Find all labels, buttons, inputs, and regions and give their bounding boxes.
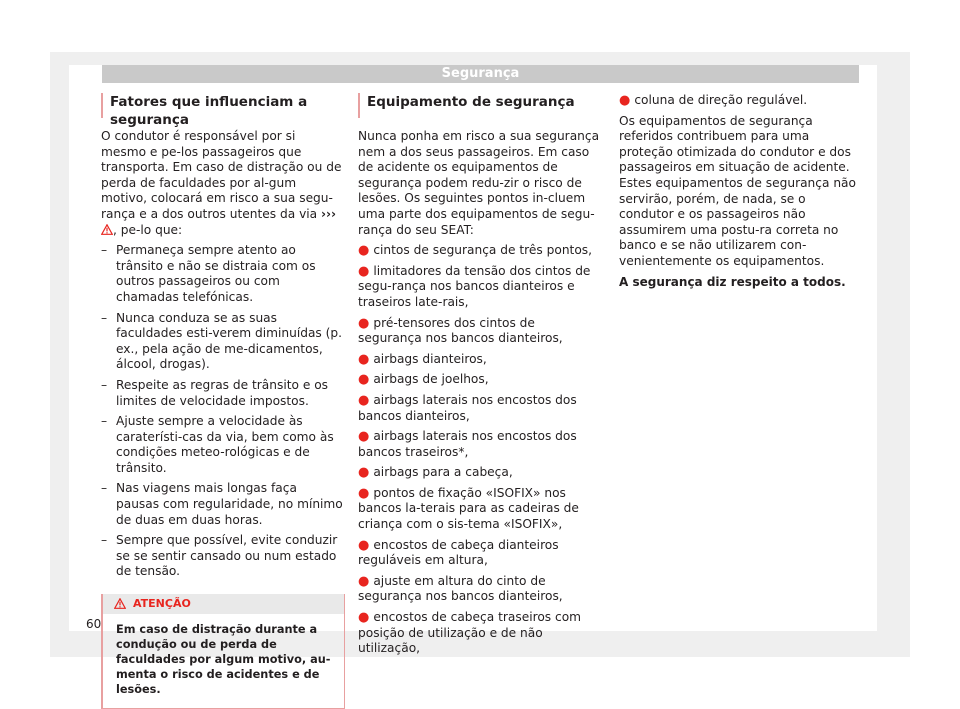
- equipment-list: [358, 243, 601, 657]
- dash-marker: –: [101, 533, 108, 548]
- chapter-header: Segurança: [102, 65, 859, 83]
- list-item: – Nunca conduza se as suas faculdades esti-verem diminuídas (p. ex., pela ação de me-dicamentos, álcool, drogas).: [101, 310, 343, 372]
- cross-reference-arrow[interactable]: ›››: [321, 206, 337, 221]
- equipment-summary: Os equipamentos de segurança referidos contribuem para uma proteção otimizada do condutor e dos passageiros em situação de acidente. Estes equipamentos de segurança não servirão, porém, de nada, se o condutor e os passageiros não assumirem uma postu-ra correta no banco e se não utilizarem con-venientemente os equipamentos.: [619, 113, 856, 268]
- list-item: ● pontos de fixação «ISOFIX» nos bancos la-terais para as cadeiras de criança com o sis-tema «ISOFIX»,: [358, 485, 579, 532]
- dash-marker: –: [101, 243, 108, 258]
- safety-motto: A segurança diz respeito a todos.: [619, 274, 846, 289]
- list-item: ● encostos de cabeça dianteiros reguláveis em altura,: [358, 537, 559, 568]
- equipment-intro: Nunca ponha em risco a sua segurança nem a dos seus passageiros. Em caso de acidente os equipamentos de segurança podem redu-zir o risco de lesões. Os seguintes pontos in-cluem uma parte dos equipamentos de segu-rança do seu SEAT:: [358, 129, 600, 237]
- attention-header: [103, 594, 344, 614]
- bullet-marker: ●: [358, 372, 370, 388]
- page-number: 60: [86, 617, 102, 631]
- intro-tail: , pe-lo que:: [113, 222, 183, 237]
- dash-marker: –: [101, 377, 108, 392]
- bullet-marker: ●: [358, 263, 370, 279]
- bullet-marker: ●: [358, 392, 370, 408]
- list-item: ● pré-tensores dos cintos de segurança nos bancos dianteiros,: [358, 315, 563, 346]
- list-item: ● coluna de direção regulável.: [619, 93, 808, 108]
- list-item: ● airbags de joelhos,: [358, 372, 489, 388]
- dash-marker: –: [101, 414, 108, 429]
- bullet-marker: ●: [358, 485, 370, 501]
- equipment-list-continued: [619, 93, 859, 109]
- list-item: ● ajuste em altura do cinto de segurança nos bancos dianteiros,: [358, 573, 563, 604]
- attention-box: [101, 594, 345, 709]
- bullet-marker: ●: [619, 93, 631, 108]
- list-item: – Ajuste sempre a velocidade às caraterísti-cas da via, bem como às condições meteo-rológicas e de trânsito.: [101, 414, 334, 475]
- list-item: ● airbags laterais nos encostos dos bancos traseiros*,: [358, 429, 577, 459]
- bullet-marker: ●: [358, 573, 370, 589]
- list-item: ● encostos de cabeça traseiros com posição de utilização e de não utilização,: [358, 610, 582, 656]
- list-item: – Nas viagens mais longas faça pausas com regularidade, no mínimo de duas em duas horas.: [101, 481, 343, 527]
- dash-marker: –: [101, 310, 108, 325]
- safety-advice-list: [101, 243, 343, 580]
- list-item: ● limitadores da tensão dos cintos de segu-rança nos bancos dianteiros e traseiros late-rais,: [358, 263, 591, 309]
- bullet-marker: ●: [358, 351, 370, 367]
- dash-marker: –: [101, 481, 108, 496]
- bullet-marker: ●: [358, 243, 370, 259]
- list-item: ● airbags para a cabeça,: [358, 465, 513, 481]
- column-right: [619, 93, 859, 295]
- bullet-marker: ●: [358, 537, 370, 553]
- attention-text: Em caso de distração durante a condução ou de perda de faculdades por algum motivo, au-menta o risco de acidentes e de lesões.: [116, 623, 331, 697]
- column-left: [101, 93, 343, 709]
- column-middle: [358, 93, 601, 662]
- bullet-marker: ●: [358, 315, 370, 331]
- list-item: ● airbags dianteiros,: [358, 351, 487, 367]
- list-item: – Permaneça sempre atento ao trânsito e não se distraia com os outros passageiros ou com chamadas telefónicas.: [101, 243, 316, 304]
- list-item: – Respeite as regras de trânsito e os limites de velocidade impostos.: [101, 377, 329, 408]
- list-item: – Sempre que possível, evite conduzir se se sentir cansado ou num estado de tensão.: [101, 533, 338, 579]
- bullet-marker: ●: [358, 429, 370, 445]
- warning-triangle-icon: [114, 598, 126, 609]
- warning-triangle-icon: [101, 224, 113, 235]
- section-title-factors: Fatores que influenciam a segurança: [101, 93, 343, 118]
- list-item: ● airbags laterais nos encostos dos bancos dianteiros,: [358, 392, 577, 423]
- intro-paragraph: [101, 129, 343, 238]
- intro-text: O condutor é responsável por si mesmo e pe-los passageiros que transporta. Em caso de distração ou de perda de faculdades por al-gum motivo, colocará em risco a sua segu-rança e a dos outros utentes da via: [101, 129, 342, 221]
- list-item: ● cintos de segurança de três pontos,: [358, 243, 593, 259]
- section-title-equipment: Equipamento de segurança: [358, 93, 601, 118]
- bullet-marker: ●: [358, 610, 370, 626]
- attention-label: ATENÇÃO: [133, 597, 191, 611]
- bullet-marker: ●: [358, 465, 370, 481]
